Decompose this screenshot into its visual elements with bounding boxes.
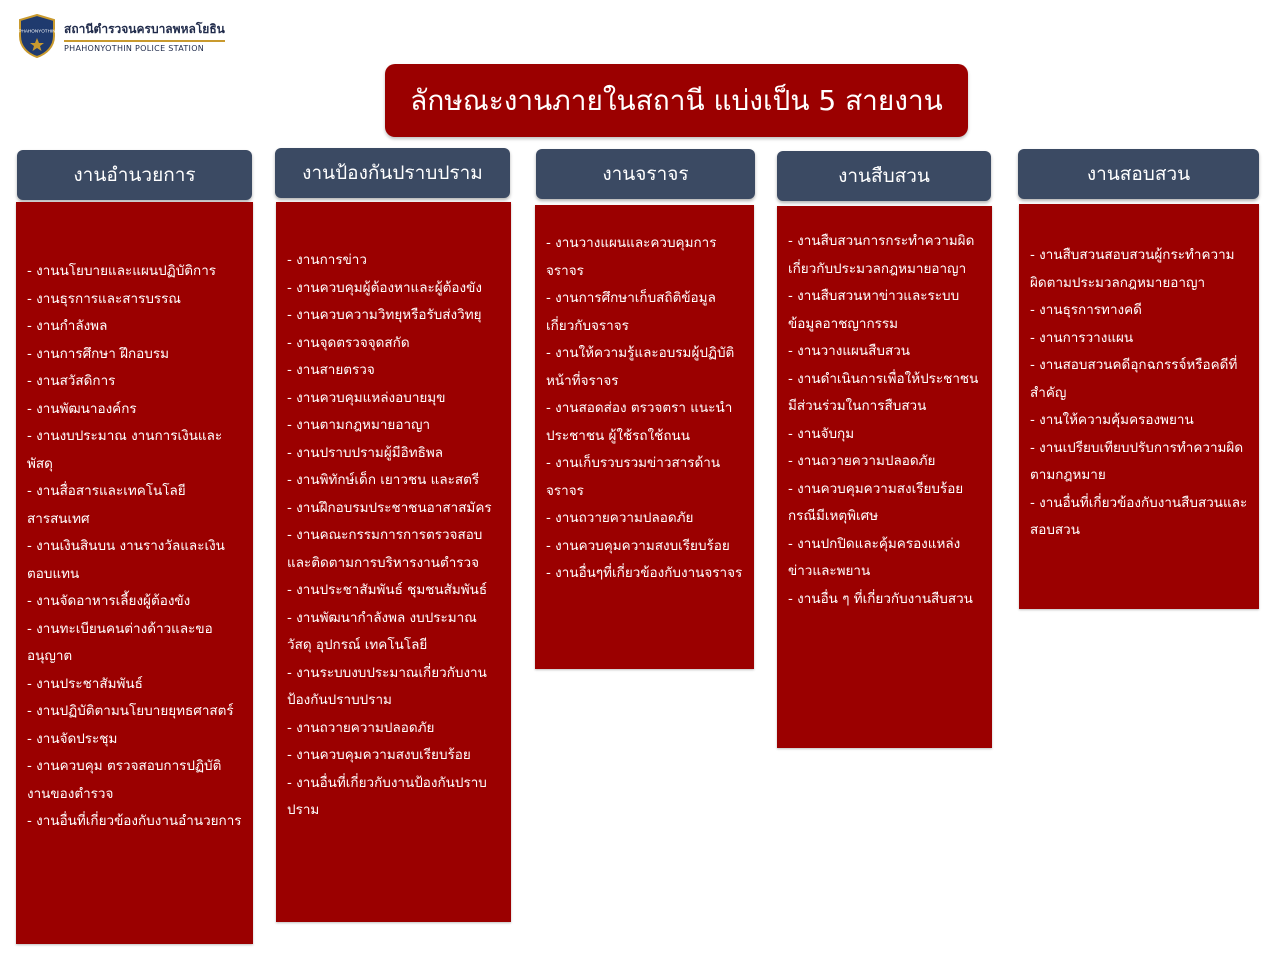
station-name-thai: สถานีตำรวจนครบาลพหลโยธิน [64, 20, 225, 42]
list-item: - งานจัดอาหารเลี้ยงผู้ต้องขัง [27, 593, 191, 609]
list-item: - งานควบคุมผู้ต้องหาและผู้ต้องขัง [287, 279, 482, 296]
list-item: - งานอื่นที่เกี่ยวข้องกับงานอำนวยการ [27, 813, 242, 829]
list-item: - งานอื่นที่เกี่ยวกับงานป้องกันปราบปราม [287, 774, 487, 818]
list-item: - งานสอดส่อง ตรวจตรา แนะนำประชาชน ผู้ใช้รถใช้ถนน [546, 400, 733, 444]
diagram-title: ลักษณะงานภายในสถานี แบ่งเป็น 5 สายงาน [385, 64, 968, 137]
list-item: - งานควบความวิทยุหรือรับส่งวิทยุ [287, 307, 482, 323]
list-item: - งานปราบปรามผู้มีอิทธิพล [287, 444, 444, 461]
column-body-inquiry [1019, 204, 1259, 609]
svg-text:PHAHONYOTHIN: PHAHONYOTHIN [18, 28, 56, 34]
list-item: - งานถวายความปลอดภัย [546, 510, 694, 526]
list-item: - งานปกปิดและคุ้มครองแหล่งข่าวและพยาน [788, 535, 961, 579]
list-item: - งานสอบสวนคดีอุกฉกรรจ์หรือคดีที่สำคัญ [1030, 357, 1238, 401]
column-body-traffic [535, 205, 754, 669]
list-item: - งานการศึกษาเก็บสถิติข้อมูลเกี่ยวกับจราจร [546, 290, 716, 334]
list-item: - งานประชาสัมพันธ์ ชุมชนสัมพันธ์ [287, 582, 488, 598]
list-item: - งานธุรการทางคดี [1030, 302, 1142, 318]
list-item: - งานการศึกษา ฝึกอบรม [27, 345, 169, 362]
column-header-crime-prevention: งานป้องกันปราบปราม [275, 148, 510, 198]
station-logo [18, 14, 225, 58]
list-item: - งานอื่นที่เกี่ยวข้องกับงานสืบสวนและสอบสวน [1030, 494, 1248, 538]
list-item: - งานวางแผนและควบคุมการจราจร [546, 235, 717, 279]
column-header-administration: งานอำนวยการ [17, 150, 252, 200]
column-body-administration [16, 202, 253, 944]
list-item: - งานสืบสวนหาข่าวและระบบข้อมูลอาชญากรรม [788, 288, 960, 332]
list-item: - งานนโยบายและแผนปฏิบัติการ [27, 263, 217, 279]
list-item: - งานจัดประชุม [27, 730, 118, 747]
list-item: - งานการข่าว [287, 252, 367, 268]
list-item: - งานทะเบียนคนต่างด้าวและขออนุญาต [27, 620, 213, 664]
column-header-investigation: งานสืบสวน [777, 151, 991, 201]
list-item: - งานระบบงบประมาณเกี่ยวกับงานป้องกันปราบปราม [287, 664, 487, 708]
list-item: - งานพัฒนากำลังพล งบประมาณ วัสดุ อุปกรณ์ เทคโนโลยี [287, 609, 477, 653]
list-item: - งานถวายความปลอดภัย [788, 453, 936, 469]
list-item: - งานสืบสวนการกระทำความผิดเกี่ยวกับประมวลกฎหมายอาญา [788, 233, 975, 277]
list-item: - งานพิทักษ์เด็ก เยาวชน และสตรี [287, 472, 480, 488]
list-item: - งานสืบสวนสอบสวนผู้กระทำความผิดตามประมวลกฎหมายอาญา [1030, 247, 1235, 291]
list-item: - งานควบคุมความสงบเรียบร้อย [546, 537, 730, 554]
list-item: - งานฝึกอบรมประชาชนอาสาสมัคร [287, 499, 492, 516]
list-item: - งานให้ความรู้และอบรมผู้ปฏิบัติหน้าที่จราจร [546, 345, 735, 389]
column-header-inquiry: งานสอบสวน [1018, 149, 1259, 199]
list-item: - งานเก็บรวบรวมข่าวสารด้านจราจร [546, 455, 721, 499]
list-item: - งานสายตรวจ [287, 362, 375, 378]
list-item: - งานเปรียบเทียบปรับการทำความผิดตามกฎหมาย [1030, 439, 1244, 483]
list-item: - งานควบคุม ตรวจสอบการปฏิบัติงานของตำรวจ [27, 758, 222, 802]
list-item: - งานคณะกรรมการการตรวจสอบและติดตามการบริหารงานตำรวจ [287, 527, 483, 571]
list-item: - งานถวายความปลอดภัย [287, 719, 435, 736]
list-item: - งานจับกุม [788, 425, 855, 442]
list-item: - งานควบคุมแหล่งอบายมุข [287, 389, 446, 406]
police-badge-icon [18, 14, 56, 58]
list-item: - งานควบคุมความสงเรียบร้อยกรณีมีเหตุพิเศษ [788, 480, 964, 524]
list-item: - งานควบคุมความสงบเรียบร้อย [287, 747, 471, 763]
column-body-crime-prevention [276, 202, 511, 922]
list-item: - งานการวางแผน [1030, 329, 1134, 346]
list-item: - งานสวัสดิการ [27, 373, 116, 389]
list-item: - งานดำเนินการเพื่อให้ประชาชนมีส่วนร่วมในการสืบสวน [788, 370, 979, 414]
list-item: - งานวางแผนสืบสวน [788, 343, 911, 359]
list-item: - งานอื่น ๆ ที่เกี่ยวกับงานสืบสวน [788, 590, 973, 607]
list-item: - งานงบประมาณ งานการเงินและพัสดุ [27, 428, 223, 472]
list-item: - งานจุดตรวจจุดสกัด [287, 334, 410, 351]
list-item: - งานปฏิบัติตามนโยบายยุทธศาสตร์ [27, 703, 234, 719]
list-item: - งานตามกฎหมายอาญา [287, 417, 431, 433]
list-item: - งานให้ความคุ้มครองพยาน [1030, 412, 1194, 428]
column-body-investigation [777, 206, 992, 748]
list-item: - งานอื่นๆที่เกี่ยวข้องกับงานจราจร [546, 565, 743, 581]
list-item: - งานเงินสินบน งานรางวัลและเงินตอบแทน [27, 538, 225, 582]
list-item: - งานสื่อสารและเทคโนโลยีสารสนเทศ [27, 483, 186, 527]
column-header-traffic: งานจราจร [536, 149, 755, 199]
list-item: - งานธุรการและสารบรรณ [27, 290, 181, 307]
station-name-english: PHAHONYOTHIN POLICE STATION [64, 43, 205, 53]
list-item: - งานกำลังพล [27, 318, 108, 334]
list-item: - งานประชาสัมพันธ์ [27, 675, 143, 692]
list-item: - งานพัฒนาองค์กร [27, 400, 137, 417]
